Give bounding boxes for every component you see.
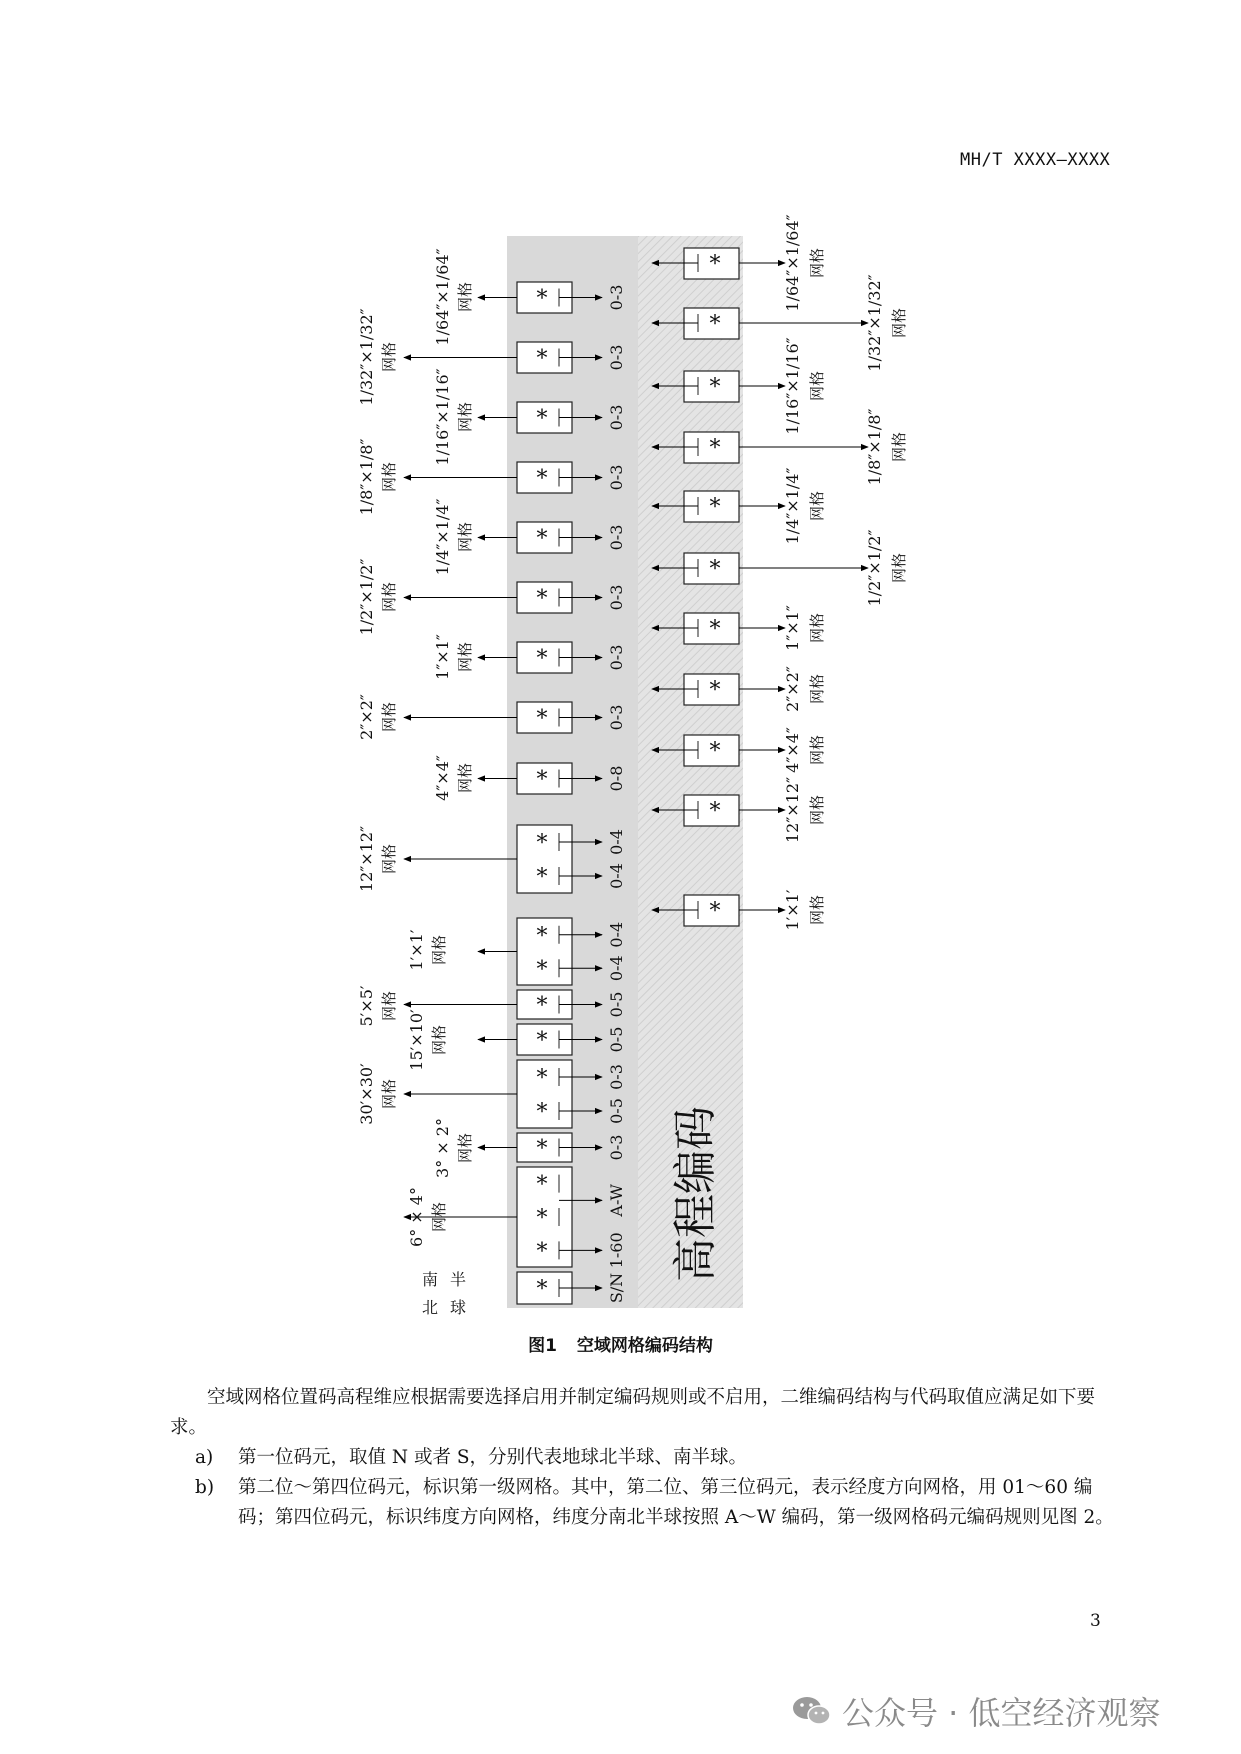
code-value: 1-60 [607,1232,626,1269]
cell-symbol: * [536,466,548,492]
grid-word-label: 网格 [380,341,398,373]
list-marker: a) [195,1447,214,1468]
grid-size-label: 6° × 4° [407,1187,426,1247]
hemisphere-char: 球 [449,1298,467,1317]
cell-symbol: * [536,526,548,552]
grid-word-label: 网格 [380,1078,398,1110]
grid-size-label: 15′×10′ [407,1009,426,1071]
hemisphere-char: 半 [449,1270,467,1289]
list-marker: b) [195,1477,215,1498]
cell-symbol: * [709,899,721,924]
cell-symbol: * [709,739,721,764]
grid-size-label: 1/8″×1/8″ [357,438,376,516]
grid-size-label: 1″×1″ [433,634,452,680]
grid-word-label: 网格 [456,1132,474,1164]
elevation-label: 高程编码 [670,1106,721,1282]
grid-word-label: 网格 [430,1201,448,1233]
grid-size-label: 12″×12″ [783,776,802,844]
code-value: 0-3 [607,1064,626,1090]
cell-symbol: * [536,767,548,793]
grid-size-label: 1/16″×1/16″ [783,337,802,435]
list-item [195,1473,1125,1533]
code-value: 0-3 [607,404,626,431]
grid-word-label: 网格 [380,990,398,1022]
cell-symbol: * [536,646,548,672]
grid-word-label: 网格 [808,247,826,279]
list-item [195,1443,1125,1473]
code-value: 0-3 [607,584,626,611]
cell-symbol: * [536,1028,548,1054]
grid-word-label: 网格 [456,281,474,313]
code-value: 0-4 [607,863,626,889]
watermark-text: 公众号 · 低空经济观察 [842,1694,1161,1732]
requirement-list [195,1443,1125,1533]
body-paragraph: 空域网格位置码高程维应根据需要选择启用并制定编码规则或不启用，二维编码结构与代码取值应满足如下要求。 [170,1387,1096,1438]
grid-size-label: 3° × 2° [433,1118,452,1178]
cell-symbol: * [536,1100,548,1125]
hemisphere-char: 北 [421,1298,439,1317]
grid-word-label: 网格 [380,701,398,733]
grid-size-label: 1/2″×1/2″ [865,529,884,607]
grid-size-label: 1/4″×1/4″ [433,498,452,576]
watermark [792,1688,1161,1734]
grid-word-label: 网格 [456,641,474,673]
wechat-icon [792,1694,832,1728]
grid-word-label: 网格 [808,794,826,826]
figure-number: 图1 [528,1336,557,1356]
code-value: 0-3 [607,344,626,371]
code-value: 0-5 [607,991,626,1018]
code-value: 0-4 [607,955,626,982]
grid-word-label: 网格 [808,673,826,705]
list-text: 第一位码元，取值 N 或者 S，分别代表地球北半球、南半球。 [238,1447,748,1468]
code-value: 0-5 [607,1026,626,1053]
grid-word-label: 网格 [430,1024,448,1056]
grid-word-label: 网格 [808,894,826,926]
cell-symbol: * [709,252,721,277]
grid-word-label: 网格 [890,307,908,339]
code-value: 0-5 [607,1098,626,1124]
code-value: 0-3 [607,524,626,551]
grid-size-label: 1/32″×1/32″ [865,274,884,372]
cell-symbol: * [536,406,548,432]
grid-size-label: 4″×4″ [433,755,452,801]
grid-word-label: 网格 [430,934,448,966]
grid-size-label: 1/2″×1/2″ [357,558,376,636]
cell-symbol: * [709,312,721,337]
cell-symbol: * [536,831,548,856]
cell-symbol: * [536,865,548,890]
grid-size-label: 5′×5′ [357,985,376,1027]
cell-symbol: * [536,923,548,949]
cell-symbol: * [709,375,721,400]
code-value: 0-3 [607,644,626,671]
cell-symbol: * [709,436,721,461]
grid-size-label: 4″×4″ [783,727,802,773]
grid-size-label: 1/64″×1/64″ [433,248,452,346]
cell-symbol: * [709,617,721,642]
grid-size-label: 1″×1″ [783,605,802,651]
grid-word-label: 网格 [808,734,826,766]
grid-word-label: 网格 [890,552,908,584]
code-value: 0-3 [607,284,626,311]
code-value: 0-3 [607,464,626,491]
grid-size-label: 1/4″×1/4″ [783,467,802,545]
list-text: 第二位～第四位码元，标识第一级网格。其中，第二位、第三位码元，表示经度方向网格，用 01～60 编码；第四位码元，标识纬度方向网格，纬度分南北半球按照 A～W 编码，第一级网格码元编码规则见图 2。 [238,1477,1114,1528]
grid-word-label: 网格 [808,490,826,522]
code-value: 0-4 [607,921,626,948]
grid-word-label: 网格 [380,581,398,613]
grid-size-label: 1′×1′ [407,929,426,971]
grid-word-label: 网格 [456,401,474,433]
cell-symbol: * [536,1277,548,1302]
cell-symbol: * [536,1172,548,1198]
grid-size-label: 1/32″×1/32″ [357,308,376,406]
code-value: 0-3 [607,1134,626,1161]
grid-word-label: 网格 [890,431,908,463]
code-value: S/N [607,1272,626,1304]
grid-size-label: 2″×2″ [357,694,376,740]
grid-word-label: 网格 [808,370,826,402]
cell-symbol: * [536,1239,548,1265]
cell-symbol: * [536,1136,548,1162]
cell-symbol: * [536,706,548,732]
grid-size-label: 1′×1′ [783,889,802,931]
grid-size-label: 2″×2″ [783,666,802,712]
cell-symbol: * [709,799,721,824]
grid-word-label: 网格 [380,843,398,875]
code-value: 0-8 [607,765,626,792]
grid-word-label: 网格 [380,461,398,493]
cell-symbol: * [709,495,721,520]
cell-symbol: * [536,346,548,372]
grid-word-label: 网格 [808,612,826,644]
grid-word-label: 网格 [456,762,474,794]
cell-symbol: * [536,586,548,612]
page-number: 3 [1090,1611,1101,1631]
cell-symbol: * [536,957,548,983]
code-value: 0-3 [607,704,626,731]
cell-symbol: * [709,557,721,582]
code-value: A-W [607,1184,626,1217]
figure-caption [0,1331,1241,1356]
figure-title: 空域网格编码结构 [576,1336,713,1356]
cell-symbol: * [536,1066,548,1091]
cell-symbol: * [536,993,548,1019]
grid-size-label: 12″×12″ [357,825,376,893]
grid-size-label: 30′×30′ [357,1063,376,1125]
grid-word-label: 网格 [456,521,474,553]
cell-symbol: * [709,678,721,703]
hemisphere-char: 南 [421,1270,439,1289]
cell-symbol: * [536,286,548,312]
grid-size-label: 1/16″×1/16″ [433,368,452,466]
standard-code: MH/T XXXX—XXXX [960,150,1111,170]
grid-size-label: 1/64″×1/64″ [783,214,802,312]
code-value: 0-4 [607,829,626,855]
cell-symbol: * [536,1206,548,1231]
grid-size-label: 1/8″×1/8″ [865,408,884,486]
